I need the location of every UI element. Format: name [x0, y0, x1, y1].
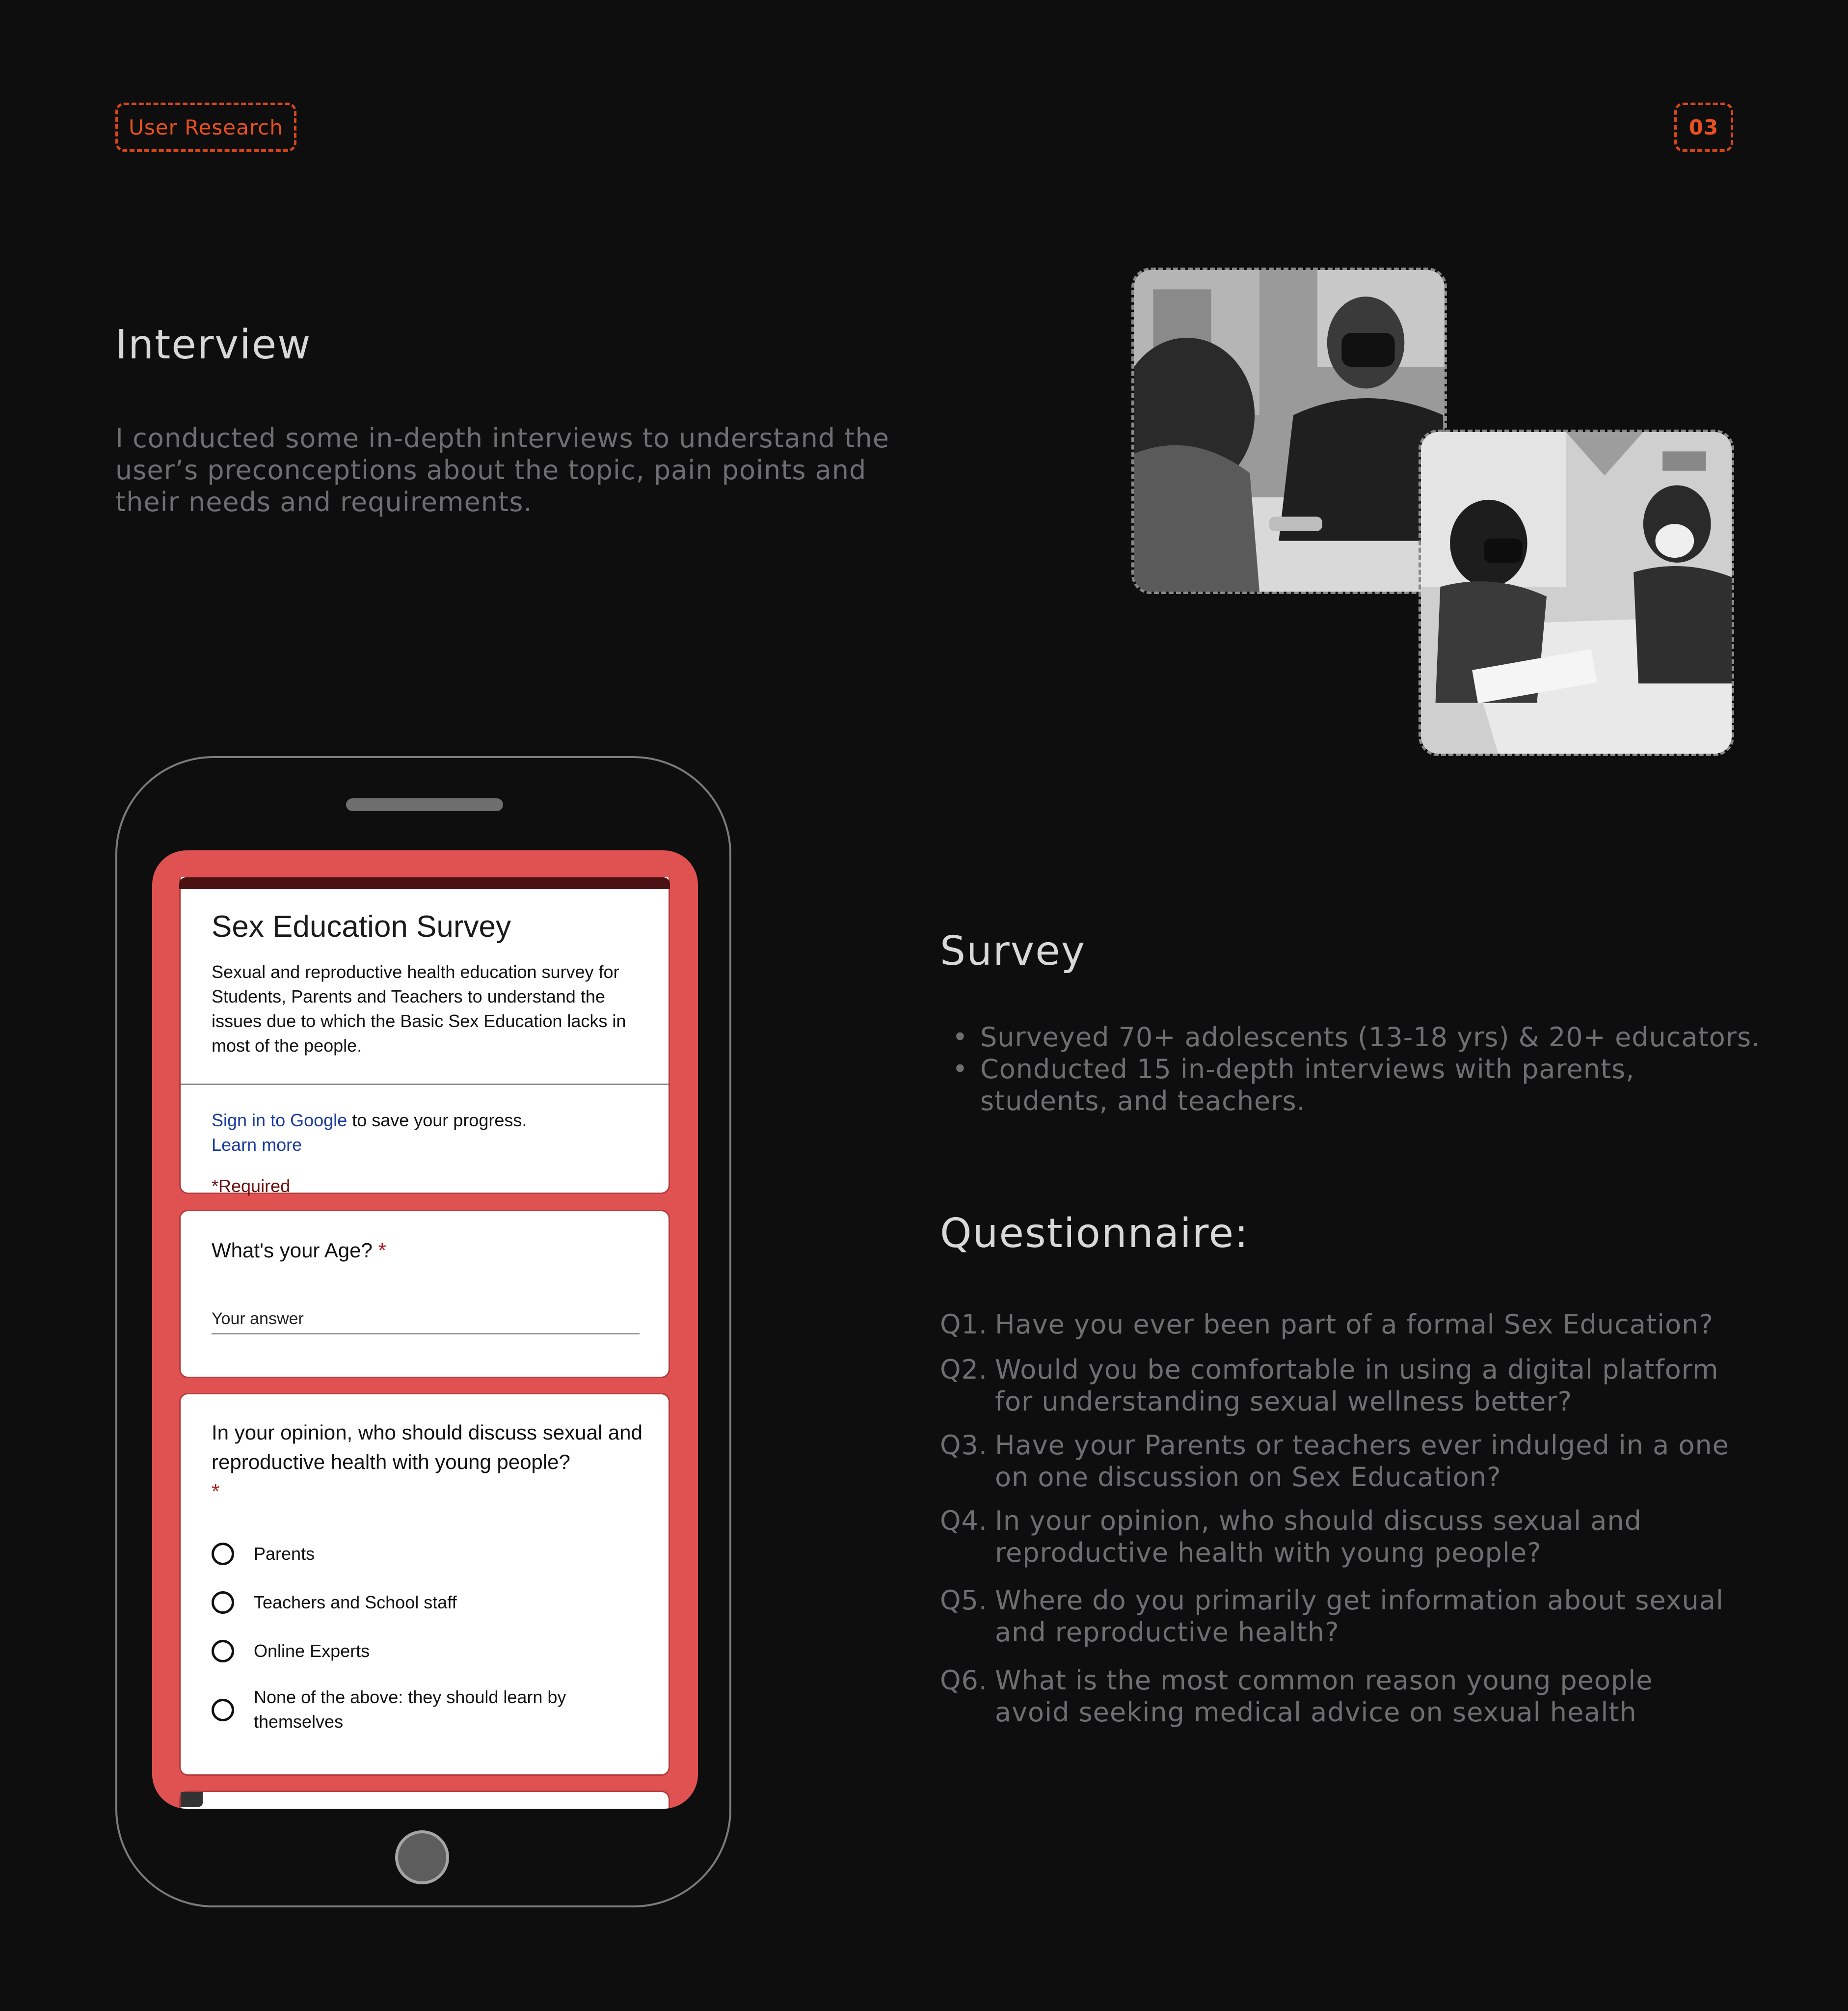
- radio-option-label: None of the above: they should learn by themselves: [254, 1687, 566, 1732]
- radio-option-none[interactable]: [212, 1685, 614, 1734]
- phone-home-button[interactable]: [395, 1830, 449, 1884]
- form-header-card: [179, 877, 670, 1194]
- radio-option-parents[interactable]: [212, 1542, 315, 1566]
- question-text: Would you be comfortable in using a digital platform for understanding sexual wellness better?: [995, 1354, 1719, 1417]
- next-question-card: [179, 1791, 670, 1809]
- required-note: *Required: [212, 1176, 291, 1196]
- form-description: Sexual and reproductive health education survey for Students, Parents and Teachers to understand the issues due to which the Basic Sex Education lacks in most of the people.: [212, 962, 626, 1056]
- survey-title: Survey: [940, 928, 1086, 975]
- survey-bullet: • Conducted 15 in-depth interviews with parents, students, and teachers.: [940, 1053, 1667, 1117]
- question-card-age: [179, 1210, 670, 1378]
- radio-option-label: Teachers and School staff: [254, 1592, 457, 1612]
- question-age-label: [212, 1236, 643, 1265]
- radio-option-label: Online Experts: [254, 1641, 370, 1661]
- learn-more-link[interactable]: Learn more: [212, 1135, 302, 1155]
- question-item: [940, 1308, 1735, 1340]
- age-input[interactable]: Your answer: [212, 1309, 304, 1328]
- question-card-who: [179, 1393, 670, 1776]
- form-title: Sex Education Survey: [212, 910, 511, 944]
- required-star: *: [212, 1480, 220, 1503]
- interview-photo-2: [1419, 430, 1734, 756]
- radio-option-online-experts[interactable]: [212, 1639, 370, 1663]
- question-item: [940, 1505, 1735, 1569]
- form-divider: [181, 1084, 669, 1085]
- card-marker: [181, 1792, 203, 1807]
- phone-screen: [152, 850, 698, 1809]
- question-number: Q6.: [940, 1665, 988, 1696]
- required-star: *: [378, 1239, 386, 1262]
- radio-circle[interactable]: [212, 1699, 234, 1721]
- page-number: 03: [1674, 103, 1733, 152]
- phone-speaker: [346, 798, 503, 811]
- question-item: [940, 1664, 1735, 1728]
- survey-bullet: • Surveyed 70+ adolescents (13-18 yrs) & 20+ educators.: [940, 1021, 1775, 1053]
- question-number: Q3.: [940, 1430, 988, 1461]
- radio-circle[interactable]: [212, 1591, 234, 1614]
- question-who-text: In your opinion, who should discuss sexual and reproductive health with young people?: [212, 1421, 643, 1473]
- question-number: Q5.: [940, 1585, 988, 1616]
- signin-link[interactable]: Sign in to Google: [212, 1110, 348, 1130]
- question-item: [940, 1584, 1735, 1648]
- interview-description: I conducted some in-depth interviews to understand the user’s preconceptions about the topic, pain points and their needs and requirements.: [115, 423, 889, 517]
- question-number: Q4.: [940, 1505, 988, 1536]
- question-who-label: [212, 1418, 653, 1506]
- interview-photo-1: [1131, 268, 1447, 594]
- question-text: Have your Parents or teachers ever indulged in a one on one discussion on Sex Education?: [995, 1430, 1729, 1493]
- interview-title: Interview: [115, 322, 312, 368]
- radio-circle[interactable]: [212, 1543, 234, 1565]
- radio-circle[interactable]: [212, 1640, 234, 1662]
- signin-notice: [212, 1108, 527, 1157]
- radio-option-label: Parents: [254, 1544, 315, 1564]
- form-header-bar: [179, 877, 670, 889]
- question-text: What is the most common reason young people avoid seeking medical advice on sexual health: [995, 1665, 1653, 1728]
- question-age-text: What's your Age?: [212, 1239, 373, 1262]
- signin-text: to save your progress.: [347, 1110, 527, 1130]
- radio-option-teachers[interactable]: [212, 1590, 457, 1615]
- question-item: [940, 1354, 1735, 1417]
- section-tag: User Research: [115, 103, 296, 152]
- question-text: Where do you primarily get information about sexual and reproductive health?: [995, 1585, 1724, 1648]
- question-item: [940, 1429, 1735, 1493]
- question-number: Q1.: [940, 1309, 988, 1340]
- question-text: Have you ever been part of a formal Sex Education?: [995, 1309, 1714, 1340]
- age-input-underline: [212, 1333, 640, 1334]
- survey-bullets: [940, 1021, 1775, 1117]
- question-text: In your opinion, who should discuss sexual and reproductive health with young people?: [995, 1505, 1642, 1568]
- question-number: Q2.: [940, 1354, 988, 1385]
- questionnaire-title: Questionnaire:: [940, 1210, 1249, 1257]
